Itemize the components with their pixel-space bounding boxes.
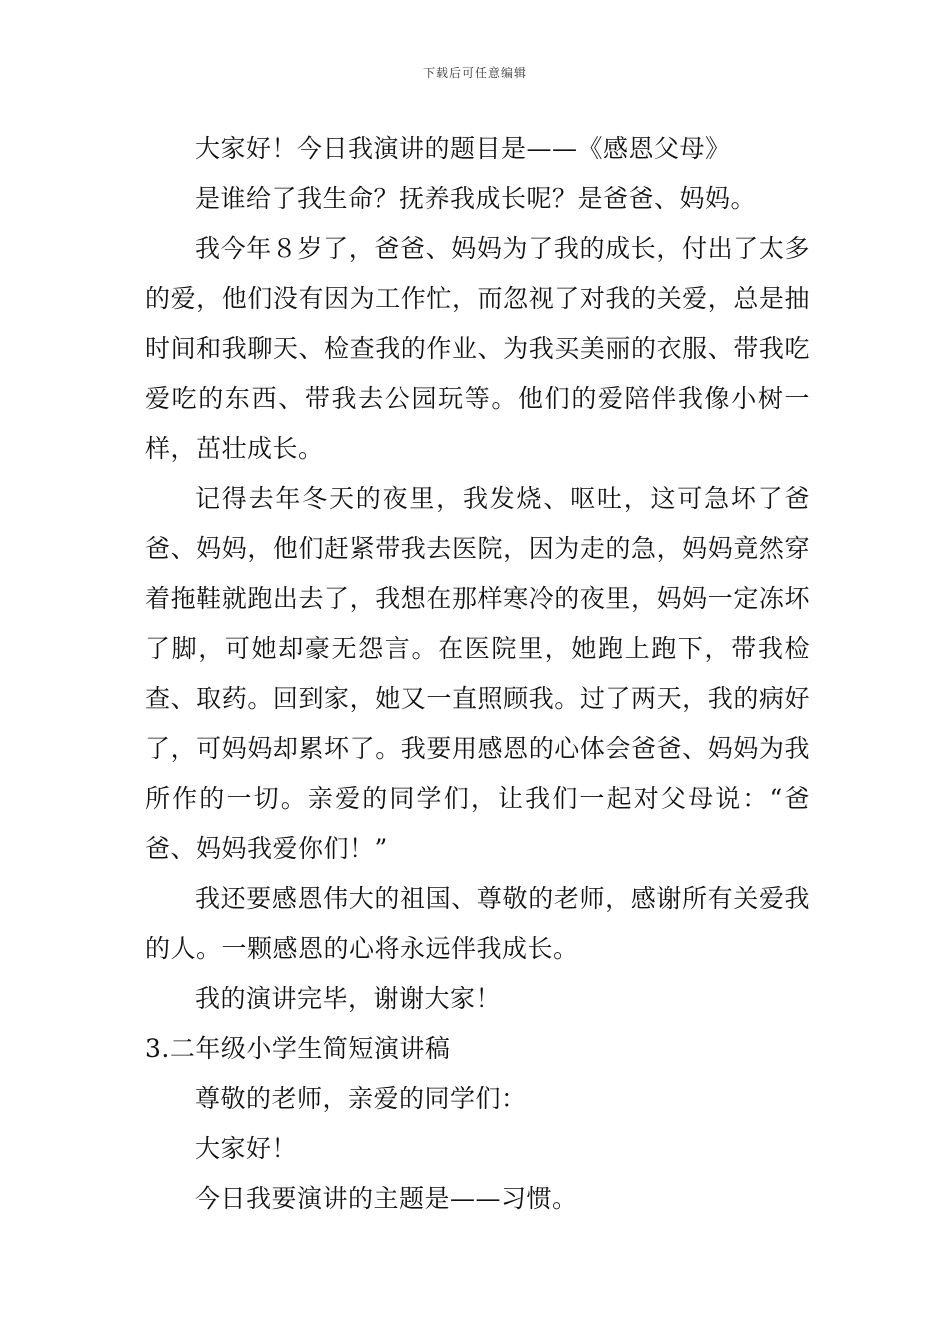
paragraph-gratitude: 我还要感恩伟大的祖国、尊敬的老师，感谢所有关爱我的人。一颗感恩的心将永远伴我成长。 (145, 884, 810, 963)
page-header-note: 下载后可任意编辑 (422, 66, 527, 80)
document-body (145, 124, 810, 1224)
paragraph-hello: 大家好！ (195, 1134, 298, 1163)
paragraph-topic: 今日我要演讲的主题是——习惯。 (195, 1184, 578, 1213)
paragraph-closing: 我的演讲完毕，谢谢大家！ (195, 984, 502, 1013)
paragraph-question: 是谁给了我生命？抚养我成长呢？是爸爸、妈妈。 (195, 184, 757, 213)
section-heading: 3.二年级小学生简短演讲稿 (145, 1034, 451, 1063)
paragraph-salutation: 尊敬的老师，亲爱的同学们： (195, 1084, 527, 1113)
paragraph-greeting: 大家好！今日我演讲的题目是——《感恩父母》 (195, 134, 731, 163)
paragraph-winter-night: 记得去年冬天的夜里，我发烧、呕吐，这可急坏了爸爸、妈妈，他们赶紧带我去医院，因为走的急，妈妈竟然穿着拖鞋就跑出去了，我想在那样寒冷的夜里，妈妈一定冻坏了脚，可她却豪无怨言。在医院里，她跑上跑下，带我检查、取药。回到家，她又一直照顾我。过了两天，我的病好了，可妈妈却累坏了。我要用感恩的心体会爸爸、妈妈为我所作的一切。亲爱的同学们，让我们一起对父母说：“爸爸、妈妈我爱你们！” (145, 484, 810, 863)
paragraph-parents-love: 我今年８岁了，爸爸、妈妈为了我的成长，付出了太多的爱，他们没有因为工作忙，而忽视了对我的关爱，总是抽时间和我聊天、检查我的作业、为我买美丽的衣服、带我吃爱吃的东西、带我去公园玩等。他们的爱陪伴我像小树一样，茁壮成长。 (145, 234, 810, 463)
